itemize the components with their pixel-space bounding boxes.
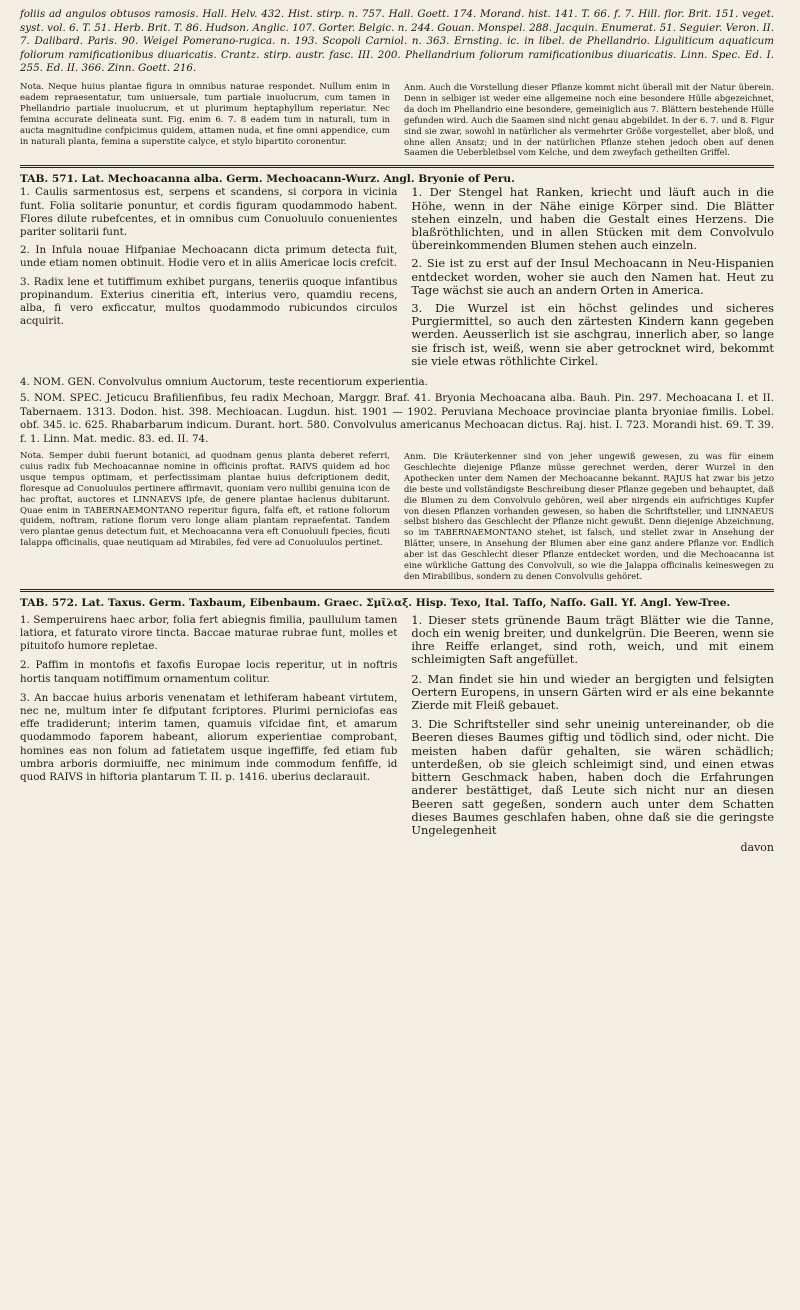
tab-571-nomen-genericum: 4. NOM. GEN. Convolvulus omnium Auctorum, teste recentiorum experientia. [20, 375, 428, 388]
tab-571-nomen-specificum: 5. NOM. SPEC. Jeticucu Brafilienfibus, feu radix Mechoan, Marggr. Braf. 41. Bryonia Mechoacana alba. Bauh. Pin. 297. Mechoacana I. et II. Tabernaem. 1313. Dodon. hist. 398. Mechioacan. Lugdun. hist. 1901 — 1902. Peruviana Mechoace provinciae planta bryoniae fimilis. Lobel. obf. 345. ic. 625. Rhabarbarum indicum. Durant. hort. 580. Convolvulus americanus Mechoacan dictus. Raj. hist. I. 723. Morandi hist. 69. T. 39. f. 1. Linn. Mat. medic. 83. ed. II. 74. [20, 392, 774, 445]
tab-572-german-item: 3. Die Schriftsteller sind sehr uneinig untereinander, ob die Beeren dieses Baumes giftig und tödlich sind, oder nicht. Die meisten haben dafür gehalten, sie wären schädlich; unterdeßen, ob sie gleich schleimigt sind, und einen etwas bittern Geschmack haben, haben doch die Erfahrungen anderer bestättiget, daß Leute sich nicht nur an diesen Beeren satt gegeßen, sondern auch unter dem Schatten dieses Baumes geschlafen haben, ohne daß sie die geringste Ungelegenheit [411, 717, 774, 837]
catchword: davon [740, 841, 774, 855]
tab-571-note-german-column [404, 451, 774, 582]
tab-571-note [20, 451, 774, 582]
tab-571-points [20, 186, 774, 373]
tab-571-german-item: 1. Der Stengel hat Ranken, kriecht und läuft auch in die Höhe, wenn in der Nähe einige Körper sind. Die Blätter stehen einzeln, und haben die Gestalt eines Herzens. Die blaßröthlichten, und in allen Stücken mit dem Convolvulo übereinkommenden Blumen stehen auch einzeln. [411, 185, 774, 253]
tab-571-latin-item: 1. Caulis sarmentosus est, serpens et scandens, si corpora in vicinia funt. Folia solitarie ponuntur, et cordis figuram quodammodo habent. Flores dilute rubefcentes, et in omnibus cum Conuoluulo conuenientes pariter solitarii funt. [20, 186, 398, 238]
tab-572-german-item: 1. Dieser stets grünende Baum trägt Blätter wie die Tanne, doch ein wenig breiter, und dunkelgrün. Die Beeren, wenn sie ihre Reiffe erlanget, sind roth, weich, und mit einem schleimigten Saft angefüllet. [411, 612, 774, 667]
tab-572-latin-column [20, 614, 397, 854]
tab-572-german-column [411, 614, 774, 854]
tab-571-german-column [411, 186, 774, 373]
tab-571-note-german: Anm. Die Kräuterkenner sind von jeher ungewiß gewesen, zu was für einem Geschlechte diejenige Pflanze müsse gerechnet werden, derer Wurzel in den Apothecken unter dem Namen der Mechoacanne bekannt. RAJUS hat zwar bis jetzo die beste und vollständigste Beschreibung dieser Pflanze gegeben und behauptet, daß die Blumen zu dem Convolvulo gehören, weil aber nirgends ein aufrichtiges Kupfer von diesen Pflanzen vorhanden gewesen, so haben die Schriftsteller, und LINNAEUS selbst bishero das Geschlecht der Pflanze nicht gewußt. Denn diejenige Abzeichnung, so im TABERNAEMONTANO stehet, ist falsch, und stellet zwar in Ansehung der Blätter, unsere, in Ansehung der Blumen aber eine ganz andere Pflanze vor. Endlich aber ist das Geschlecht dieser Pflanze entdecket worden, und die Mechoacanna ist eine würkliche Gattung des Convolvuli, so wie die Jalappa officinalis keineswegen zu den Mirabilibus, sondern zu denen Convolvulis gehöret. [404, 450, 774, 581]
tab-571-latin-item: 3. Radix lene et tutiffimum exhibet purgans, teneriis quoque infantibus propinandum. Exterius cineritia eft, interius vero, quamdiu recens, alba, fi vero exficcatur, multos quodammodo rubicundos circulos acquirit. [20, 275, 398, 328]
tab-572-german-item: 2. Man findet sie hin und wieder an bergigten und felsigten Oertern Europens, in unsern Gärten wird er als eine bekannte Zierde mit Fleiß gebauet. [411, 671, 774, 713]
note-german: Anm. Auch die Vorstellung dieser Pflanze kommt nicht überall mit der Natur überein. Denn in selbiger ist weder eine allgemeine noch eine besondere Hülle abgezeichnet, da doch im Phellandrio eine besondere, gemeiniglich aus 7. Blättern bestehende Hülle gefunden wird. Auch die Saamen sind nicht genau abgebildet. In der 6. 7. und 8. Figur sind sie zwar, sowohl in natürlicher als vermehrter Größe vorgestellet, aber bloß, und ohne allen Ansatz; und in der natürlichen Pflanze stehen jedoch oben auf denen Saamen die Ueberbleibsel vom Kelche, und dem zweyfach getheilten Griffel. [404, 81, 774, 158]
note-german-column [404, 82, 774, 158]
tab-572-latin-item: 2. Paffim in montofis et faxofis Europae locis reperitur, ut in noftris hortis tanquam notiffimum ornamentum colitur. [20, 659, 398, 685]
tab-571-note-latin: Nota. Semper dubii fuerunt botanici, ad quodnam genus planta deberet referri, cuius radix fub Mechoacannae nomine in officinis proftat. RAIVS quidem ad hoc usque tempus optimam, et perfectissimam plantae huius defcriptionem dedit, floresque ad Conuoluulos pertinere affirmavit, quoniam vero nullibi genuina icon de hac proftat, auctores et LINNAEVS ipfe, de genere plantae haclenus dubitarunt. Quae enim in TABERNAEMONTANO reperitur figura, falfa eft, et ratione foliorum quidem, noftram, ratione florum vero longe aliam plantam repraefentat. Tandem vero plantae genus detectum fuit, et Mechoacanna vera eft Conuoluuli fpecies, ficuti Ialappa officinalis, quae neutiquam ad Mirabiles, fed vere ad Conuoluulos pertinet. [20, 450, 390, 549]
tab-572-header: TAB. 572. Lat. Taxus. Germ. Taxbaum, Eibenbaum. Graec. Σμῖλαξ. Hisp. Texo, Ital. Taſſo, Naſſo. Gall. Yf. Angl. Yew-Tree. [20, 596, 731, 609]
phellandrium-note [20, 82, 774, 158]
note-latin: Nota. Neque huius plantae figura in omnibus naturae respondet. Nullum enim in eadem repraesentatur, tum uniuersale, tum partiale inuolucrum, cum tamen in Phellandrio partiale inuolucrum, et ut plurimum heptaphyllum reperiatur. Nec femina accurate delineata sunt. Fig. enim 6. 7. 8 eadem tum in naturali, tum in aucta magnitudine confpicimus quidem, attamen nuda, et fine omni appendice, cum in naturali planta, femina a superstite calyce, et stylo bipartito coronentur. [20, 81, 390, 147]
tab-571-latin-column [20, 186, 397, 373]
tab-572-latin-item: 1. Semperuirens haec arbor, folia fert abiegnis fimilia, paullulum tamen latiora, et faturato virore tincta. Baccae maturae rubrae funt, molles et pituitofo humore repletae. [20, 613, 398, 653]
note-latin-column [20, 82, 390, 158]
tab-572-latin-item: 3. An baccae huius arboris venenatam et lethiferam habeant virtutem, nec ne, multum inter fe difputant fcriptores. Plurimi perniciofas eas effe tradiderunt; interim tamen, quamuis vifcidae fint, et amarum quodammodo faporem habeant, aliorum experientiae comprobant, homines eas non folum ad fatietatem usque ingeffiffe, fed etiam fub umbra arboris dormiuiffe, nec minimum inde commodum fenfiffe, id quod RAIVS in hiftoria plantarum T. II. p. 1416. uberius declarauit. [20, 691, 398, 784]
tab-571-latin-item: 2. In Infula nouae Hifpaniae Mechoacann dicta primum detecta fuit, unde etiam nomen obtinuit. Hodie vero et in aliis Americae locis crefcit. [20, 244, 398, 270]
tab-572-points [20, 614, 774, 854]
section-divider [20, 165, 774, 168]
tab-571-note-latin-column [20, 451, 390, 582]
tab-571-header: TAB. 571. Lat. Mechoacanna alba. Germ. Mechoacann-Wurz. Angl. Bryonie of Peru. [20, 173, 515, 186]
synonymy-references: foliis ad angulos obtusos ramosis. Hall. Helv. 432. Hist. stirp. n. 757. Hall. Goett. 174. Morand. hist. 141. T. 66. f. 7. Hill. flor. Brit. 151. veget. syst. vol. 6. T. 51. Herb. Brit. T. 86. Hudson. Anglic. 107. Gorter. Belgic. n. 244. Gouan. Monspel. 288. Jacquin. Enumerat. 51. Seguier. Veron. II. 7. Dalibard. Paris. 90. Weigel Pomerano-rugica. n. 193. Scopoli Carniol. n. 363. Ernsting. ic. in libel. de Phellandrio. Liguliticum aquaticum foliorum ramificationibus diuaricatis. Crantz. stirp. austr. fasc. III. 200. Phellandrium foliorum ramificationibus diuaricatis. Linn. Spec. Ed. I. 255. Ed. II. 366. Zinn. Goett. 216. [20, 8, 774, 75]
tab-571-german-item: 3. Die Wurzel ist ein höchst gelindes und sicheres Purgiermittel, so auch den zärtesten Kindern kann gegeben werden. Aeusserlich ist sie aschgrau, innerlich aber, so lange sie frisch ist, weiß, wenn sie aber getrocknet wird, bekommt sie viele etwas röthlichte Cirkel. [411, 300, 774, 368]
tab-571-german-item: 2. Sie ist zu erst auf der Insul Mechoacann in Neu-Hispanien entdecket worden, woher sie auch den Namen hat. Heut zu Tage wächst sie auch an andern Orten in America. [411, 256, 774, 297]
section-divider [20, 589, 774, 592]
